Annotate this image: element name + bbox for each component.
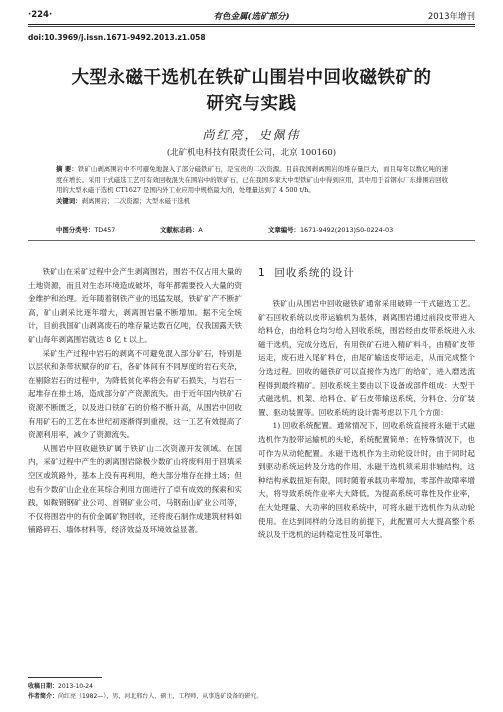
body-paragraph: 从围岩中回收磁铁矿属于铁矿山二次资源开发领域。在国内，采矿过程中产生的剥离围岩除极少数矿山将废料用于回填采空区或筑路外，基本上没有再利用，绝大部分堆存在排土场；但也有少数矿山企业在其综合利用方面进行了卓有成效的探索和实践，如鞍钢钢矿业公司、首钢矿业公司、马钢南山矿业公司等，不仅将围岩中的有价金属矿物回收，还将废石制作成建筑材料如铺路碎石、墙体材料等，经济效益及环境效益显著。	[28, 443, 242, 535]
section-title: 回收系统的设计	[274, 267, 355, 279]
header-rule	[28, 24, 475, 25]
abstract-label: 摘 要：	[56, 165, 78, 173]
footnote-author	[28, 691, 262, 700]
received-value: 2013-10-24	[58, 683, 93, 690]
abstract-rule	[28, 240, 475, 241]
title-line-1: 大型永磁干选机在铁矿山围岩中回收磁铁矿的	[71, 68, 432, 88]
title-line-2: 研究与实践	[206, 94, 297, 114]
keywords-label: 关键词：	[56, 196, 82, 205]
abstract	[56, 164, 448, 206]
body-paragraph: 1) 回收系统配置。通常情况下，回收系统直接将永磁干式磁选机作为胶带运输机的头轮，系统配置简单；在特殊情况下，也可作为从动轮配置。永磁干选机作为主动轮设计时，由于同时起到驱动系统运转及分选的作用，永磁干选机须采用非轴结构，这种结构承载扭矩有限，同时随着承载功率增加，零部件故障率增大，将导致系统作业率大大降低。为提高系统可靠性及作业率，在大处理量、大功率的回收系统中，可将永磁干选机作为从动轮使用。在达到同样的分选目的前提下，此配置可大大提高整个系统以及干选机的运转稳定性及可靠性。	[258, 421, 475, 540]
section-heading	[258, 265, 355, 280]
document-code	[160, 225, 203, 234]
keywords-text: 剥离围岩；二次资源；大型永磁干选机	[81, 196, 191, 205]
classification	[56, 225, 115, 234]
classification-label: 中图分类号：	[56, 226, 95, 234]
author-bio-value: 尚红亮（1982—），男，河北邢台人，硕士，工程师，从事选矿设备的研究。	[58, 693, 263, 700]
section-number: 1	[258, 267, 266, 279]
body-paragraph: 铁矿山在采矿过程中会产生剥离围岩，围岩不仅占用大量的土地资源，而且对生态环境造成破坏，每年都需要投入大量的资金维护和治理。近年随着钢铁产业的迅猛发展，铁矿矿产不断扩高，矿山剥采比逐年增大，剥离围岩量不断增加。据不完全统计，目前我国矿山剥离废石的堆存量达数百亿吨，仅我国露天铁矿山每年剥离围岩就达 8 亿 t 以上。	[28, 267, 242, 344]
left-column	[28, 265, 242, 537]
header-rule-thin	[28, 26, 475, 27]
article-id	[268, 225, 393, 234]
body-paragraph: 采矿生产过程中岩石的剥离不可避免混入部分矿石，特别是以层状和条带状赋存的矿石，各矿体间有不同厚度的岩石夹杂，在剔除岩石的过程中，为降低贫化率将会有矿石损失，与岩石一起堆存在排土场，造成部分矿产资源流失。由于近年国内铁矿石资源不断匮乏，以及进口铁矿石的价格不断升高，从围岩中回收有用矿石的工艺在本世纪初逐渐得到重视，这一工艺有效提高了资源利用率，减少了资源流失。	[28, 348, 242, 440]
article-id-label: 文章编号：	[268, 226, 300, 234]
abstract-text: 铁矿山剥离围岩中不可避免地混入了部分磁铁矿石，是宝贵的二次资源。目前我国剥离围岩的堆存量巨大，而且每年以数亿吨的速度在增长。采用干式磁选工艺可有效回收混失在围岩中的铁矿石，已在我国多家大中型铁矿山中得到应用，其中用于首钢水厂东排围岩回收用的大型永磁干选机 CT1627 是国内外工业应用中规格最大的，处理量达到了 4 500 t/h。	[56, 165, 448, 194]
body-paragraph: 铁矿山从围岩中回收磁铁矿通常采用破碎一干式磁选工艺。矿石回收系统以皮带运输机为基体，剥离围岩通过前段皮带进入给料仓，由给料仓均匀给入回收系统，围岩经由皮带系统进入永磁干选机，完成分选后，有用铁矿石进入精矿料斗，由精矿皮带运走，废石进入尾矿料仓，由尾矿输送皮带运走，从而完成整个分选过程。回收的磁铁矿可以直接作为选厂的给矿，进入磨选流程得到最终精矿。回收系统主要由以下设备或部件组成：大型干式磁选机、机架、给料仓、矿石皮带输送系统、分料仓、分矿装置、驱动装置等。回收系统的设计需考虑以下几个方面：	[258, 299, 475, 417]
classification-value: TD457	[94, 226, 116, 234]
doc-code-value: A	[198, 226, 203, 234]
running-header	[28, 8, 475, 22]
footnote-rule	[28, 677, 102, 678]
authors: 尚红亮，史佩伟	[202, 128, 301, 142]
affiliation: (北矿机电科技有限责任公司，北京 100160)	[166, 148, 337, 158]
doi: doi:10.3969/j.issn.1671-9492.2013.z1.058	[28, 33, 206, 42]
footnote-received	[28, 681, 93, 690]
right-column	[258, 297, 475, 542]
year-issue: 2013年增刊	[427, 12, 475, 22]
received-label: 收稿日期：	[28, 683, 59, 690]
doc-code-label: 文献标志码：	[160, 226, 199, 234]
page-number: ·224·	[28, 10, 53, 20]
journal-name: 有色金属(选矿部分)	[213, 12, 290, 22]
article-id-value: 1671-9492(2013)S0-0224-03	[299, 226, 394, 234]
author-bio-label: 作者简介：	[28, 693, 59, 700]
